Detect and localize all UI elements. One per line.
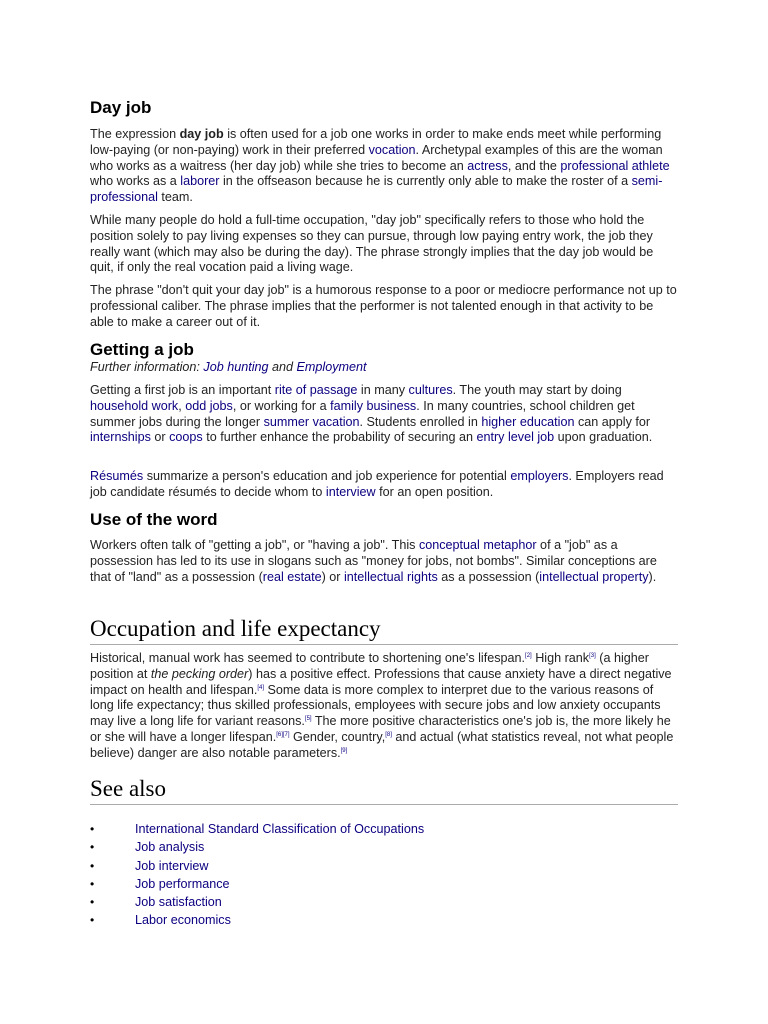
further-information-note: Further information: Job hunting and Employment — [90, 360, 367, 374]
link-labor-economics[interactable]: Labor economics — [135, 913, 231, 928]
link-intellectual-rights[interactable]: intellectual rights — [343, 569, 438, 584]
link-coops[interactable]: coops — [169, 430, 203, 445]
link-intellectual-property[interactable]: intellectual property — [539, 569, 649, 584]
link-internships[interactable]: internships — [90, 430, 151, 445]
link-job-analysis[interactable]: Job analysis — [135, 840, 205, 855]
link-interview[interactable]: interview — [325, 484, 376, 499]
link-household-work[interactable]: household work — [90, 398, 179, 413]
paragraph-day-job-meaning: While many people do hold a full-time occupation, "day job" specifically refers to those who hold the position solely to pay living expenses so they can pursue, through low paying entry work, the job they really want (which may also be during the day). The phrase strongly implies that the day job would be quit, if only the real vocation paid a living wage. — [90, 213, 654, 275]
link-job-interview[interactable]: Job interview — [135, 858, 209, 873]
list-item — [90, 859, 678, 877]
citation-9[interactable]: [9] — [340, 747, 348, 754]
link-conceptual-metaphor[interactable]: conceptual metaphor — [418, 538, 537, 552]
section-heading-occupation-life-expectancy: Occupation and life expectancy — [90, 616, 678, 645]
citation-4[interactable]: [4] — [257, 684, 265, 691]
paragraph-resumes: Résumés summarize a person's education and job experience for potential employers. Employers read job candidate résumés to decide whom to interview for an open position. — [90, 469, 664, 499]
link-rite-of-passage[interactable]: rite of passage — [274, 383, 358, 397]
bullet-icon: • — [90, 822, 95, 836]
paragraph-use-of-word: Workers often talk of "getting a job", or "having a job". This conceptual metaphor of a "job" as a possession has led to its use in slogans such as "money for jobs, not bombs". Similar conceptions are that of "land" as a possession (real estate) or intellectual rights as a possession (intellectual property). — [90, 538, 657, 584]
list-item — [90, 840, 678, 858]
paragraph-life-expectancy: Historical, manual work has seemed to contribute to shortening one's lifespan.[2] High rank[3] (a higher position at the pecking order) has a positive effect. Professions that cause anxiety have a direct negative impact on health and lifespan.[4] Some data is more complex to interpret due to the various reasons of long life expectancy; thus skilled professionals, employees with secure jobs and low anxiety occupants may live a long life for variant reasons.[5] The more positive characteristics one's job is, the more likely he or she will have a longer lifespan.[6][7] Gender, country,[8] and actual (what statistics reveal, not what people believe) danger are also notable parameters.[9] — [90, 651, 674, 760]
link-laborer[interactable]: laborer — [180, 174, 220, 189]
section-heading-see-also: See also — [90, 776, 678, 805]
link-job-performance[interactable]: Job performance — [135, 876, 230, 891]
link-higher-education[interactable]: higher education — [481, 414, 575, 429]
list-item — [90, 877, 678, 895]
link-employers[interactable]: employers — [510, 469, 569, 483]
bullet-icon: • — [90, 876, 95, 891]
link-employment[interactable]: Employment — [296, 360, 367, 374]
paragraph-day-job-definition: The expression day job is often used for a job one works in order to make ends meet while performing low-paying (or non-paying) work in their preferred vocation. Archetypal examples of this are the woman who works as a waitress (her day job) while she tries to become an actress, and the professional athlete who works as a laborer in the offseason because he is currently only able to make the roster of a semi-professional team. — [90, 127, 670, 205]
link-isco[interactable]: International Standard Classification of Occupations — [135, 822, 425, 836]
see-also-list — [90, 822, 678, 932]
link-actress[interactable]: actress — [467, 158, 508, 173]
link-professional-athlete[interactable]: professional athlete — [560, 158, 670, 173]
link-resumes[interactable]: Résumés — [90, 469, 144, 483]
link-family-business[interactable]: family business — [330, 398, 417, 413]
link-job-hunting[interactable]: Job hunting — [203, 360, 269, 374]
link-odd-jobs[interactable]: odd jobs — [185, 398, 233, 413]
list-item — [90, 913, 678, 931]
citation-5[interactable]: [5] — [304, 716, 312, 722]
citation-8[interactable]: [8] — [385, 731, 392, 738]
link-summer-vacation[interactable]: summer vacation — [263, 414, 360, 429]
link-vocation[interactable]: vocation — [368, 142, 416, 157]
link-job-satisfaction[interactable]: Job satisfaction — [135, 895, 222, 910]
link-entry-level-job[interactable]: entry level job — [476, 430, 555, 445]
list-item — [90, 895, 678, 913]
citation-6-7[interactable]: [6][7] — [276, 731, 290, 738]
link-semi-professional[interactable]: semi-professional — [90, 174, 663, 205]
bullet-icon: • — [90, 858, 95, 873]
section-heading-day-job: Day job — [90, 98, 152, 117]
link-cultures[interactable]: cultures — [408, 383, 453, 397]
bullet-icon: • — [90, 840, 95, 855]
citation-3[interactable]: [3] — [589, 652, 596, 659]
list-item — [90, 822, 678, 840]
bullet-icon: • — [90, 895, 95, 910]
section-heading-getting-a-job: Getting a job — [90, 340, 194, 359]
bullet-icon: • — [90, 913, 95, 928]
citation-2[interactable]: [2] — [525, 652, 532, 659]
link-real-estate[interactable]: real estate — [262, 569, 322, 584]
paragraph-dont-quit: The phrase "don't quit your day job" is a humorous response to a poor or mediocre performance not up to professional caliber. The phrase implies that the performer is not talented enough in that activity to be able to make a career out of it. — [90, 283, 677, 329]
paragraph-first-job: Getting a first job is an important rite of passage in many cultures. The youth may start by doing household work, odd jobs, or working for a family business. In many countries, school children get summer jobs during the longer summer vacation. Students enrolled in higher education can apply for internships or coops to further enhance the probability of securing an entry level job upon graduation. — [90, 383, 653, 445]
section-heading-use-of-the-word: Use of the word — [90, 510, 218, 529]
